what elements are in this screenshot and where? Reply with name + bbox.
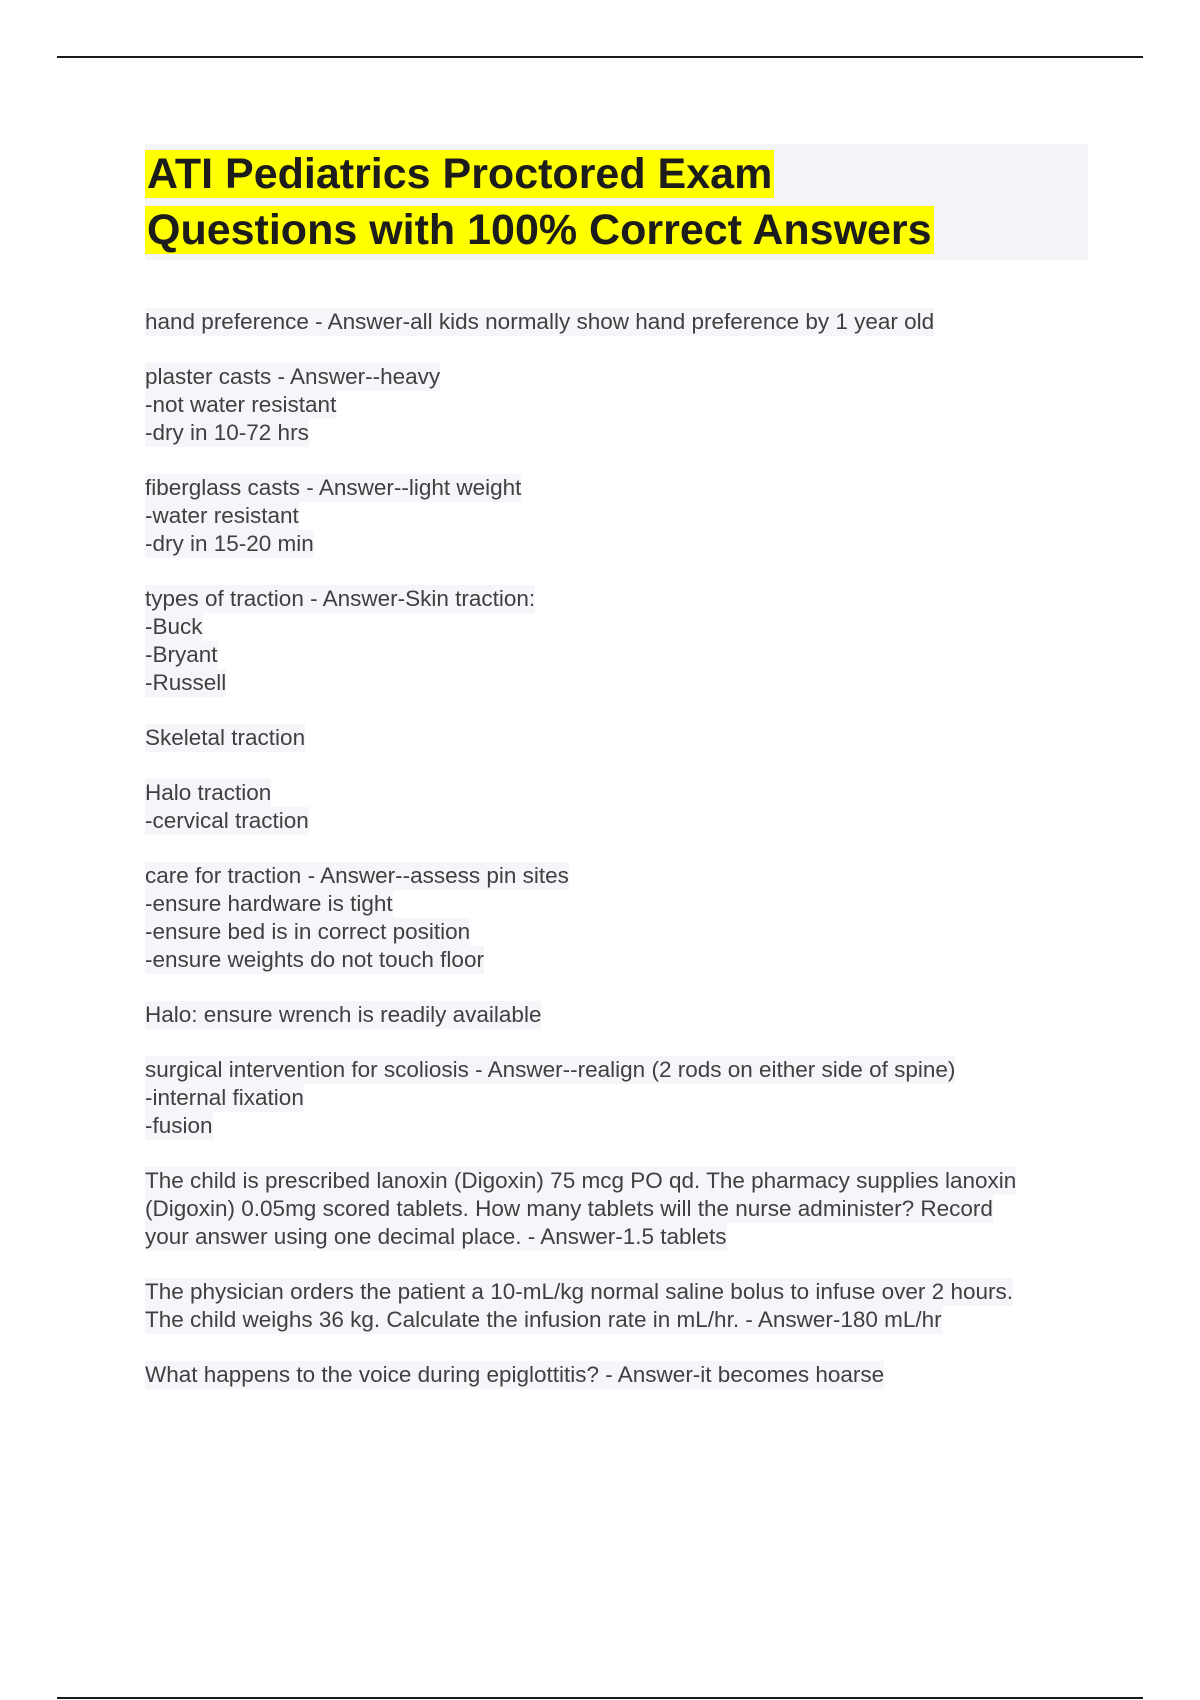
qa-entry-subline: -cervical traction xyxy=(145,808,309,833)
qa-entry-subline: The child weighs 36 kg. Calculate the infusion rate in mL/hr. - Answer-180 mL/hr xyxy=(145,1307,942,1332)
qa-entry xyxy=(145,1361,1090,1389)
qa-entry xyxy=(145,862,1090,974)
qa-entry-subline: -Bryant xyxy=(145,642,218,667)
title-line-2: Questions with 100% Correct Answers xyxy=(147,206,932,254)
qa-entry-subline: -internal fixation xyxy=(145,1085,304,1110)
qa-entry-line: Skeletal traction xyxy=(145,725,306,750)
qa-entry-line: Halo: ensure wrench is readily available xyxy=(145,1002,542,1027)
title-block xyxy=(145,144,1088,260)
qa-entry-subline: -ensure bed is in correct position xyxy=(145,919,471,944)
qa-entry-subline: -Buck xyxy=(145,614,203,639)
qa-entry-subline: -dry in 10-72 hrs xyxy=(145,420,309,445)
bottom-rule xyxy=(57,1697,1143,1699)
qa-entry-line: What happens to the voice during epiglottitis? - Answer-it becomes hoarse xyxy=(145,1362,885,1387)
qa-entry-subline: -not water resistant xyxy=(145,392,337,417)
qa-entry xyxy=(145,474,1090,558)
qa-entry-line: surgical intervention for scoliosis - Answer--realign (2 rods on either side of spine) xyxy=(145,1057,956,1082)
qa-entry xyxy=(145,1056,1090,1140)
qa-entry-line: care for traction - Answer--assess pin sites xyxy=(145,863,569,888)
qa-list xyxy=(145,308,1090,1389)
qa-entry xyxy=(145,779,1090,835)
qa-entry-line: The physician orders the patient a 10-mL/kg normal saline bolus to infuse over 2 hours. xyxy=(145,1279,1013,1304)
qa-entry xyxy=(145,1001,1090,1029)
qa-entry-subline: -fusion xyxy=(145,1113,213,1138)
qa-entry-line: Halo traction xyxy=(145,780,272,805)
qa-entry-subline: -ensure hardware is tight xyxy=(145,891,393,916)
qa-entry xyxy=(145,308,1090,336)
qa-entry-line: The child is prescribed lanoxin (Digoxin) 75 mcg PO qd. The pharmacy supplies lanoxin xyxy=(145,1168,1017,1193)
qa-entry xyxy=(145,724,1090,752)
qa-entry-line: hand preference - Answer-all kids normally show hand preference by 1 year old xyxy=(145,309,935,334)
document-body xyxy=(145,144,1090,1416)
qa-entry xyxy=(145,363,1090,447)
qa-entry xyxy=(145,1167,1090,1251)
qa-entry-subline: -Russell xyxy=(145,670,227,695)
qa-entry-subline: (Digoxin) 0.05mg scored tablets. How many tablets will the nurse administer? Record xyxy=(145,1196,993,1221)
qa-entry-subline: -ensure weights do not touch floor xyxy=(145,947,484,972)
top-rule xyxy=(57,56,1143,58)
qa-entry-line: types of traction - Answer-Skin traction: xyxy=(145,586,536,611)
qa-entry-subline: your answer using one decimal place. - Answer-1.5 tablets xyxy=(145,1224,727,1249)
qa-entry-subline: -water resistant xyxy=(145,503,299,528)
qa-entry-line: plaster casts - Answer--heavy xyxy=(145,364,441,389)
title-line-1: ATI Pediatrics Proctored Exam xyxy=(147,150,773,198)
qa-entry-line: fiberglass casts - Answer--light weight xyxy=(145,475,522,500)
qa-entry-subline: -dry in 15-20 min xyxy=(145,531,314,556)
qa-entry xyxy=(145,585,1090,697)
qa-entry xyxy=(145,1278,1090,1334)
document-title xyxy=(145,146,1088,258)
